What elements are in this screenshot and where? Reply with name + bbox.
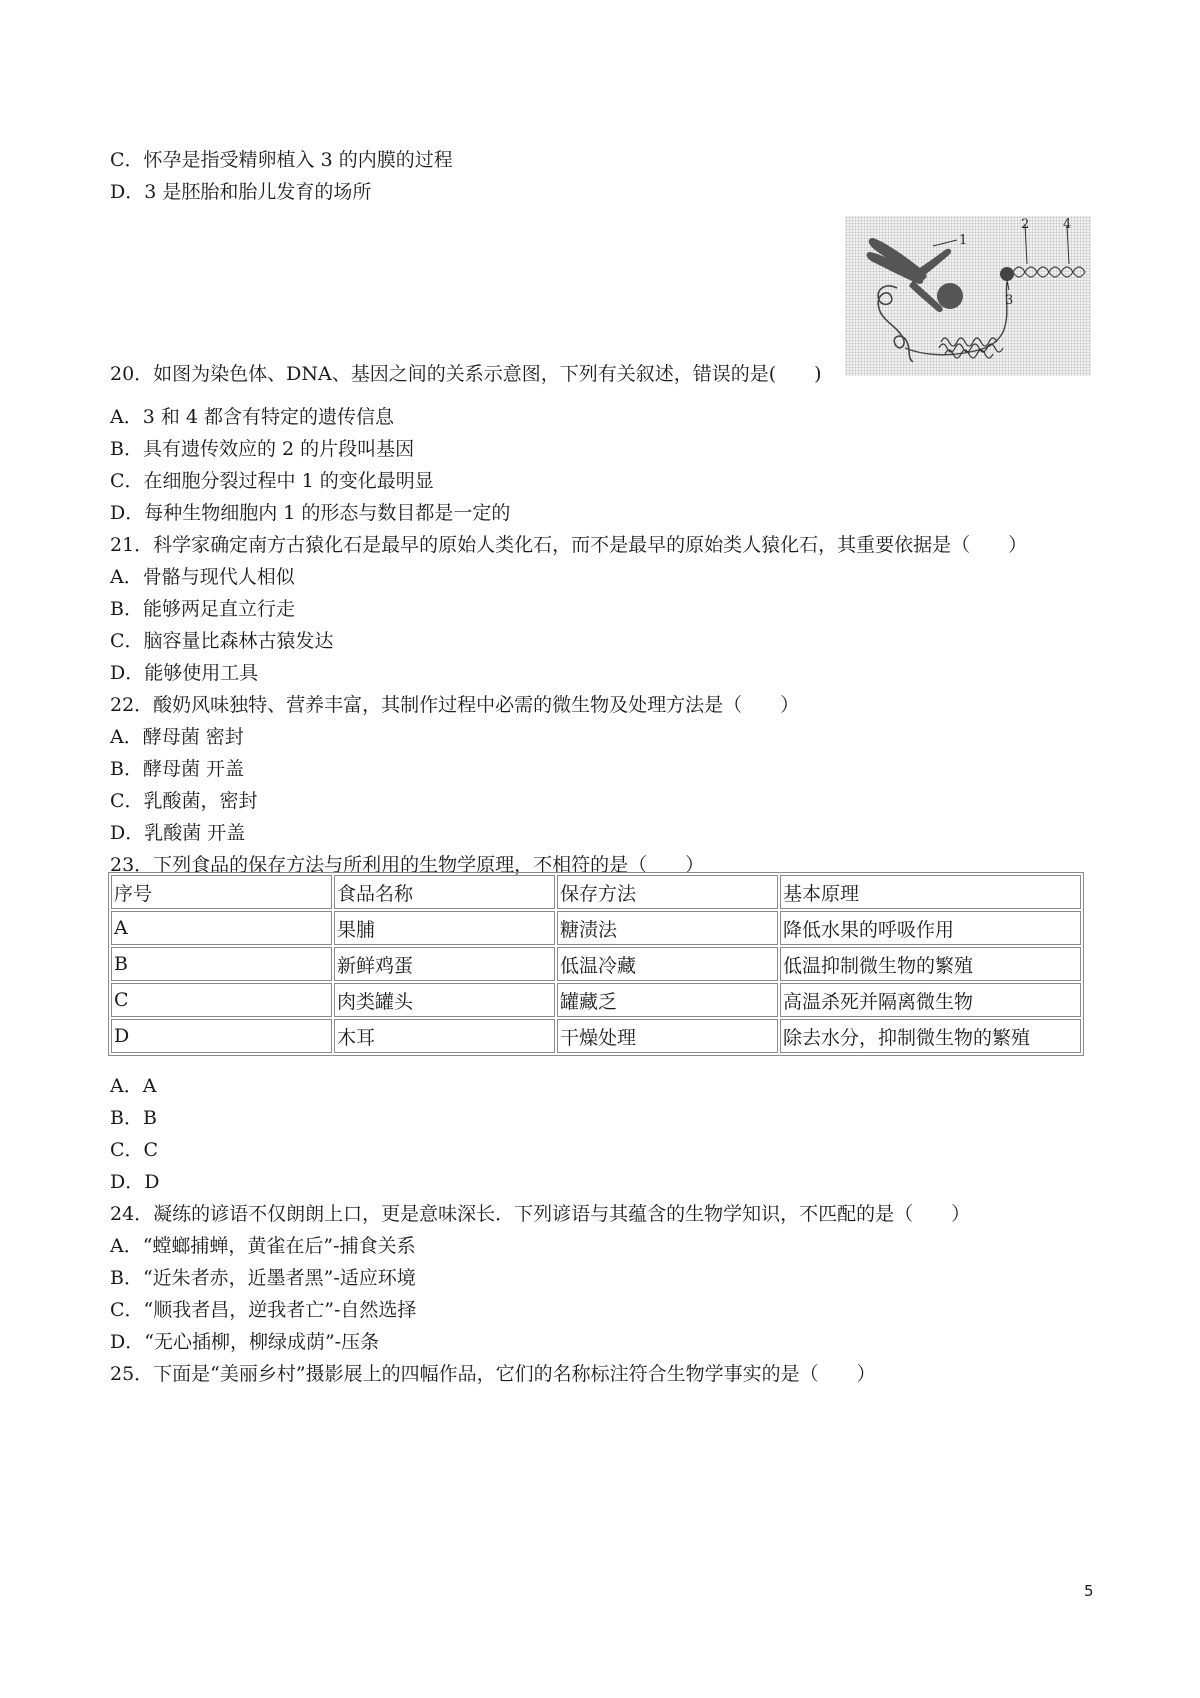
figure-label-2: 2 [1021,217,1030,232]
q23-option-c: C．C [110,1139,159,1161]
table-header-cell: 基本原理 [780,875,1081,909]
table-cell: 新鲜鸡蛋 [334,947,555,981]
table-cell: 低温冷藏 [557,947,778,981]
figure-label-1: 1 [959,233,968,248]
gene-bead [1000,267,1014,281]
q21-option-d: D．能够使用工具 [110,662,259,684]
nucleosome-blob [937,283,963,309]
q23-option-b: B．B [110,1107,157,1129]
table-cell: 糖渍法 [557,911,778,945]
q22-option-c: C．乳酸菌，密封 [110,790,258,812]
table-cell: 果脯 [334,911,555,945]
q24-option-c: C．“顺我者昌，逆我者亡”-自然选择 [110,1299,417,1321]
double-helix [1013,267,1085,277]
table-header-cell: 食品名称 [334,875,555,909]
food-preservation-table [108,872,1084,1056]
q22-option-a: A．酵母菌 密封 [110,726,244,748]
q19-option-c: C．怀孕是指受精卵植入 3 的内膜的过程 [110,149,453,171]
table-cell: B [111,947,332,981]
q21-stem: 21．科学家确定南方古猿化石是最早的原始人类化石，而不是最早的原始类人猿化石，其重要依据是（ ） [110,534,1028,556]
q23-option-d: D．D [110,1171,160,1193]
q22-option-b: B．酵母菌 开盖 [110,758,245,780]
q21-option-c: C．脑容量比森林古猿发达 [110,630,334,652]
q19-option-d: D．3 是胚胎和胎儿发育的场所 [110,181,372,203]
q24-option-a: A．“螳螂捕蝉，黄雀在后”-捕食关系 [110,1235,416,1257]
page-number: 5 [1084,1582,1094,1600]
q24-stem: 24．凝练的谚语不仅朗朗上口，更是意味深长．下列谚语与其蕴含的生物学知识，不匹配的是（ ） [110,1203,971,1225]
table-cell: 低温抑制微生物的繁殖 [780,947,1081,981]
label-1-leader [933,240,957,246]
q23-stem: 23．下列食品的保存方法与所利用的生物学原理，不相符的是（ ） [110,854,705,876]
q21-option-a: A．骨骼与现代人相似 [110,566,295,588]
table-row [111,983,1081,1017]
chromosome-diagram [845,216,1091,376]
table-header-row [111,875,1081,909]
table-cell: A [111,911,332,945]
table-row [111,1019,1081,1053]
q22-stem: 22．酸奶风味独特、营养丰富，其制作过程中必需的微生物及处理方法是（ ） [110,694,800,716]
q24-option-d: D．“无心插柳，柳绿成荫”-压条 [110,1331,380,1353]
table-cell: 除去水分，抑制微生物的繁殖 [780,1019,1081,1053]
q20-option-a: A．3 和 4 都含有特定的遗传信息 [110,406,395,428]
chromosome-dna-gene-figure [845,216,1091,376]
q23-option-a: A．A [110,1075,157,1097]
q20-option-b: B．具有遗传效应的 2 的片段叫基因 [110,438,415,460]
q25-stem: 25．下面是“美丽乡村”摄影展上的四幅作品，它们的名称标注符合生物学事实的是（ ） [110,1363,876,1385]
table-cell: 肉类罐头 [334,983,555,1017]
table-header-cell: 序号 [111,875,332,909]
table-cell: 干燥处理 [557,1019,778,1053]
q22-option-d: D．乳酸菌 开盖 [110,822,246,844]
q21-option-b: B．能够两足直立行走 [110,598,295,620]
table-header-cell: 保存方法 [557,875,778,909]
dna-coil [878,286,913,362]
q20-option-d: D．每种生物细胞内 1 的形态与数目都是一定的 [110,502,511,524]
table-cell: 降低水果的呼吸作用 [780,911,1081,945]
q24-option-b: B．“近朱者赤，近墨者黑”-适应环境 [110,1267,416,1289]
table-cell: 高温杀死并隔离微生物 [780,983,1081,1017]
table-cell: D [111,1019,332,1053]
table-cell: 罐藏乏 [557,983,778,1017]
table-cell: C [111,983,332,1017]
table-row [111,911,1081,945]
table-cell: 木耳 [334,1019,555,1053]
figure-label-4: 4 [1063,217,1072,232]
q20-stem: 20．如图为染色体、DNA、基因之间的关系示意图，下列有关叙述，错误的是( ) [110,363,822,385]
table-row [111,947,1081,981]
figure-label-3: 3 [1005,293,1014,308]
q20-option-c: C．在细胞分裂过程中 1 的变化最明显 [110,470,434,492]
